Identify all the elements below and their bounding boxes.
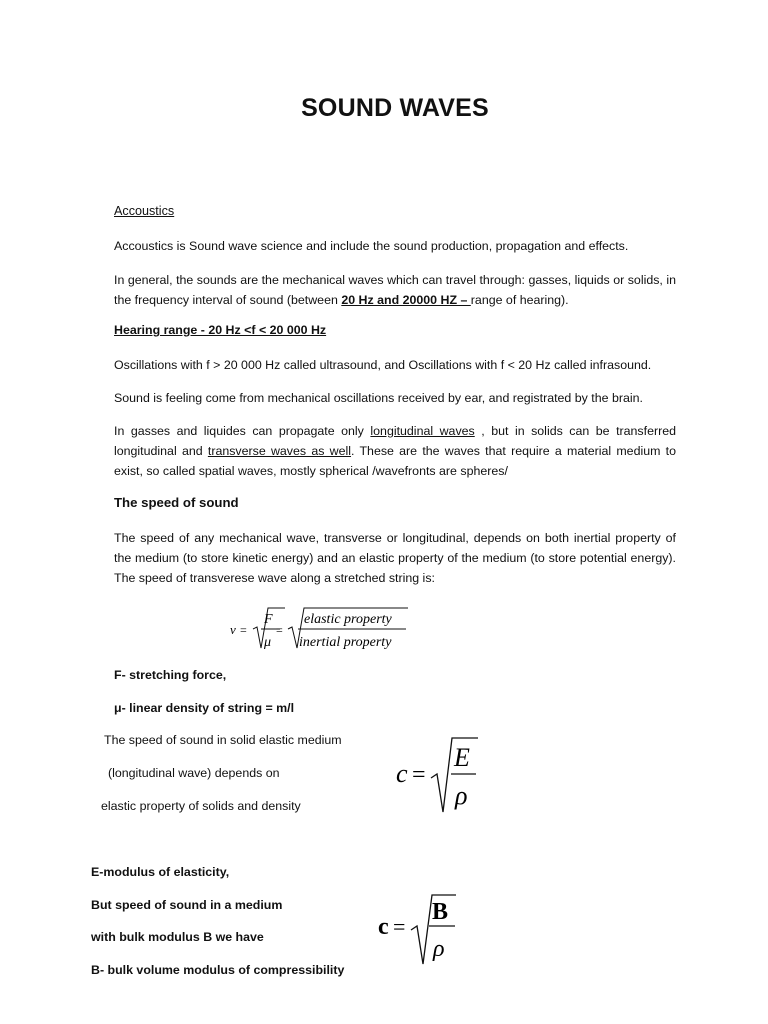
acoustics-paragraph-2-text: In general, the sounds are the mechanical waves which can travel through: gasses, liquids or solids, in the frequency interval of sound (between: [114, 273, 676, 307]
eq2-numerator: E: [454, 743, 470, 772]
solid-speed-line-3: elastic property of solids and density: [101, 799, 301, 813]
acoustics-heading: Accoustics: [114, 204, 175, 218]
eq3-equals: =: [393, 914, 406, 939]
acoustics-paragraph-4: Sound is feeling come from mechanical oscillations received by ear, and registrated by the brain.: [114, 391, 643, 405]
eq1-equals-2: =: [276, 623, 283, 637]
bulk-modulus-line-2: with bulk modulus B we have: [91, 930, 264, 944]
speed-heading: The speed of sound: [114, 495, 239, 510]
linear-density-definition: μ- linear density of string = m/l: [114, 701, 295, 715]
hearing-range-line: Hearing range - 20 Hz <f < 20 000 Hz: [114, 323, 327, 337]
eq1-numerator-2: elastic property: [304, 612, 392, 627]
acoustics-paragraph-3: Oscillations with f > 20 000 Hz called ultrasound, and Oscillations with f < 20 Hz called infrasound.: [114, 358, 652, 372]
acoustics-paragraph-2: [114, 270, 676, 310]
acoustics-paragraph-5: [114, 421, 676, 481]
string-speed-equation: [228, 604, 418, 654]
eq1-lhs: v: [230, 622, 236, 637]
speed-paragraph: The speed of any mechanical wave, transverse or longitudinal, depends on both inertial property of the medium (to store kinetic energy) and an elastic property of the medium (to store potential energy). The speed of transverese wave along a stretched string is:: [114, 531, 676, 585]
eq3-numerator: B: [432, 899, 449, 925]
eq1-equals: =: [240, 623, 247, 637]
acoustics-paragraph-5-end: . These are the waves that require a material medium to exist, so called spatial waves, mostly spherical /wavefronts are spheres/: [114, 444, 677, 478]
page-title: SOUND WAVES: [301, 94, 489, 122]
transverse-waves-text: transverse waves as well: [207, 444, 352, 458]
eq3-lhs: c: [378, 914, 389, 940]
acoustics-paragraph-1: Accoustics is Sound wave science and include the sound production, propagation and effects.: [114, 239, 629, 253]
force-definition: F- stretching force,: [114, 668, 227, 682]
elasticity-definition: E-modulus of elasticity,: [91, 865, 230, 879]
bulk-modulus-definition: B- bulk volume modulus of compressibility: [91, 963, 345, 977]
bulk-modulus-line-1: But speed of sound in a medium: [91, 898, 283, 912]
solid-speed-line-2: (longitudinal wave) depends on: [108, 766, 280, 780]
eq1-denominator-1: μ: [264, 635, 272, 650]
solid-speed-line-1: The speed of sound in solid elastic medium: [104, 733, 342, 747]
hearing-range-inline: 20 Hz and 20000 HZ –: [341, 293, 471, 307]
eq2-lhs: c: [396, 759, 408, 788]
eq2-denominator: ρ: [455, 781, 468, 810]
eq2-equals: =: [412, 762, 426, 788]
eq1-numerator-1: F: [264, 612, 273, 627]
bulk-speed-equation: [376, 890, 466, 970]
eq3-denominator: ρ: [433, 936, 445, 962]
eq1-denominator-2: inertial property: [299, 635, 392, 650]
acoustics-paragraph-5-text: In gasses and liquides can propagate only: [114, 424, 371, 438]
longitudinal-waves-text: longitudinal waves: [370, 424, 475, 438]
acoustics-paragraph-2-end: range of hearing).: [470, 293, 569, 307]
solid-speed-equation: [394, 732, 490, 818]
acoustics-paragraph-5-middle: , but in solids can be transferred longitudinal and: [114, 424, 676, 458]
